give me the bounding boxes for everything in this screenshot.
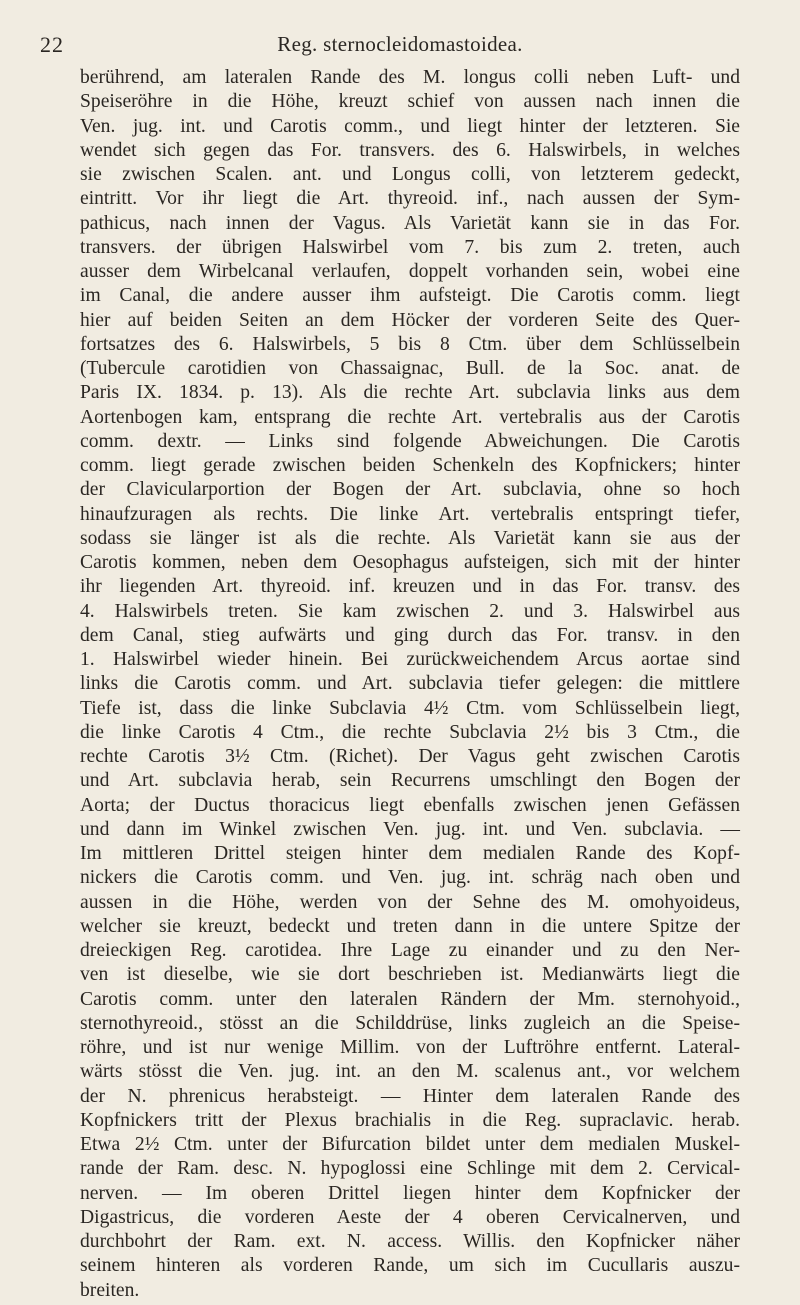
text-line: durchbohrt der Ram. ext. N. access. Willis. den Kopfnicker näher [80, 1231, 740, 1252]
text-line: Etwa 2½ Ctm. unter der Bifurcation bildet unter dem medialen Muskel- [80, 1134, 740, 1155]
text-line: ausser dem Wirbelcanal verlaufen, doppelt vorhanden sein, wobei eine [80, 261, 740, 282]
page-header [40, 20, 760, 60]
text-line: nerven. — Im oberen Drittel liegen hinter dem Kopfnicker der [80, 1182, 740, 1204]
text-line: wärts stösst die Ven. jug. int. an den M. scalenus ant., vor welchem [80, 1061, 740, 1083]
text-line: der N. phrenicus herabsteigt. — Hinter dem lateralen Rande des [80, 1085, 740, 1107]
text-line: (Tubercule carotidien von Chassaignac, Bull. de la Soc. anat. de [80, 358, 740, 379]
text-line: Kopfnickers tritt der Plexus brachialis in die Reg. supraclavic. herab. [80, 1109, 740, 1131]
text-line: comm. dextr. — Links sind folgende Abweichungen. Die Carotis [80, 430, 740, 452]
text-line: Speiseröhre in die Höhe, kreuzt schief von aussen nach innen die [80, 91, 740, 113]
text-line: nickers die Carotis comm. und Ven. jug. int. schräg nach oben und [80, 867, 740, 889]
text-line: aussen in die Höhe, werden von der Sehne des M. omohyoideus, [80, 891, 740, 913]
text-line: rande der Ram. desc. N. hypoglossi eine Schlinge mit dem 2. Cervical- [80, 1158, 740, 1180]
text-line: dreieckigen Reg. carotidea. Ihre Lage zu einander und zu den Ner- [80, 940, 740, 961]
text-line: wendet sich gegen das For. transvers. des 6. Halswirbels, in welches [80, 139, 740, 161]
page-number: 22 [40, 32, 64, 57]
text-line: transvers. der übrigen Halswirbel vom 7. bis zum 2. treten, auch [80, 236, 740, 258]
text-line: der Clavicularportion der Bogen der Art. subclavia, ohne so hoch [80, 479, 740, 501]
text-line: und Art. subclavia herab, sein Recurrens umschlingt den Bogen der [80, 770, 740, 792]
text-line: seinem hinteren als vorderen Rande, um sich im Cucullaris auszu- [80, 1255, 740, 1277]
text-line: Paris IX. 1834. p. 13). Als die rechte Art. subclavia links aus dem [80, 382, 740, 404]
text-line: comm. liegt gerade zwischen beiden Schenkeln des Kopfnickers; hinter [80, 455, 740, 476]
text-line: ven ist dieselbe, wie sie dort beschrieben ist. Medianwärts liegt die [80, 964, 740, 986]
text-line: sie zwischen Scalen. ant. und Longus colli, von letzterem gedeckt, [80, 164, 740, 185]
text-line: rechte Carotis 3½ Ctm. (Richet). Der Vagus geht zwischen Carotis [80, 746, 740, 767]
text-line: welcher sie kreuzt, bedeckt und treten dann in die untere Spitze der [80, 915, 740, 937]
text-line: breiten. [80, 1279, 140, 1301]
text-line: Carotis kommen, neben dem Oesophagus aufsteigen, sich mit der hinter [80, 552, 740, 573]
text-line: Aorta; der Ductus thoracicus liegt ebenfalls zwischen jenen Gefässen [80, 794, 740, 816]
text-line: im Canal, die andere ausser ihm aufsteigt. Die Carotis comm. liegt [80, 285, 740, 307]
text-line: Ven. jug. int. und Carotis comm., und liegt hinter der letzteren. Sie [80, 115, 740, 137]
text-line: pathicus, nach innen der Vagus. Als Varietät kann sie in das For. [80, 212, 740, 234]
text-line: dem Canal, stieg aufwärts und ging durch das For. transv. in den [80, 624, 740, 646]
text-line: Digastricus, die vorderen Aeste der 4 oberen Cervicalnerven, und [80, 1206, 740, 1228]
text-line: Aortenbogen kam, entsprang die rechte Art. vertebralis aus der Carotis [80, 406, 740, 428]
text-line: sodass sie länger ist als die rechte. Als Varietät kann sie aus der [80, 527, 740, 549]
text-line: röhre, und ist nur wenige Millim. von der Luftröhre entfernt. Lateral- [80, 1037, 740, 1058]
text-line: Carotis comm. unter den lateralen Rändern der Mm. sternohyoid., [80, 988, 740, 1010]
text-line: 1. Halswirbel wieder hinein. Bei zurückweichendem Arcus aortae sind [80, 649, 740, 670]
text-line: und dann im Winkel zwischen Ven. jug. int. und Ven. subclavia. — [80, 818, 740, 840]
text-line: links die Carotis comm. und Art. subclavia tiefer gelegen: die mittlere [80, 673, 740, 695]
text-line: Tiefe ist, dass die linke Subclavia 4½ Ctm. vom Schlüsselbein liegt, [80, 697, 740, 719]
text-line: hier auf beiden Seiten an dem Höcker der vorderen Seite des Quer- [80, 309, 740, 331]
text-line: sternothyreoid., stösst an die Schilddrüse, links zugleich an die Speise- [80, 1012, 740, 1034]
text-line: Im mittleren Drittel steigen hinter dem medialen Rande des Kopf- [80, 843, 740, 864]
text-line: die linke Carotis 4 Ctm., die rechte Subclavia 2½ bis 3 Ctm., die [80, 721, 740, 743]
text-line: ihr liegenden Art. thyreoid. inf. kreuzen und in das For. transv. des [80, 576, 740, 598]
running-head: Reg. sternocleidomastoidea. [277, 32, 523, 56]
text-line: 4. Halswirbels treten. Sie kam zwischen 2. und 3. Halswirbel aus [80, 600, 740, 622]
body-text [80, 66, 740, 1303]
text-line: fortsatzes des 6. Halswirbels, 5 bis 8 Ctm. über dem Schlüsselbein [80, 333, 740, 355]
text-line: eintritt. Vor ihr liegt die Art. thyreoid. inf., nach aussen der Sym- [80, 188, 740, 210]
text-line: berührend, am lateralen Rande des M. longus colli neben Luft- und [80, 67, 740, 88]
text-line: hinaufzuragen als rechts. Die linke Art. vertebralis entspringt tiefer, [80, 503, 740, 525]
